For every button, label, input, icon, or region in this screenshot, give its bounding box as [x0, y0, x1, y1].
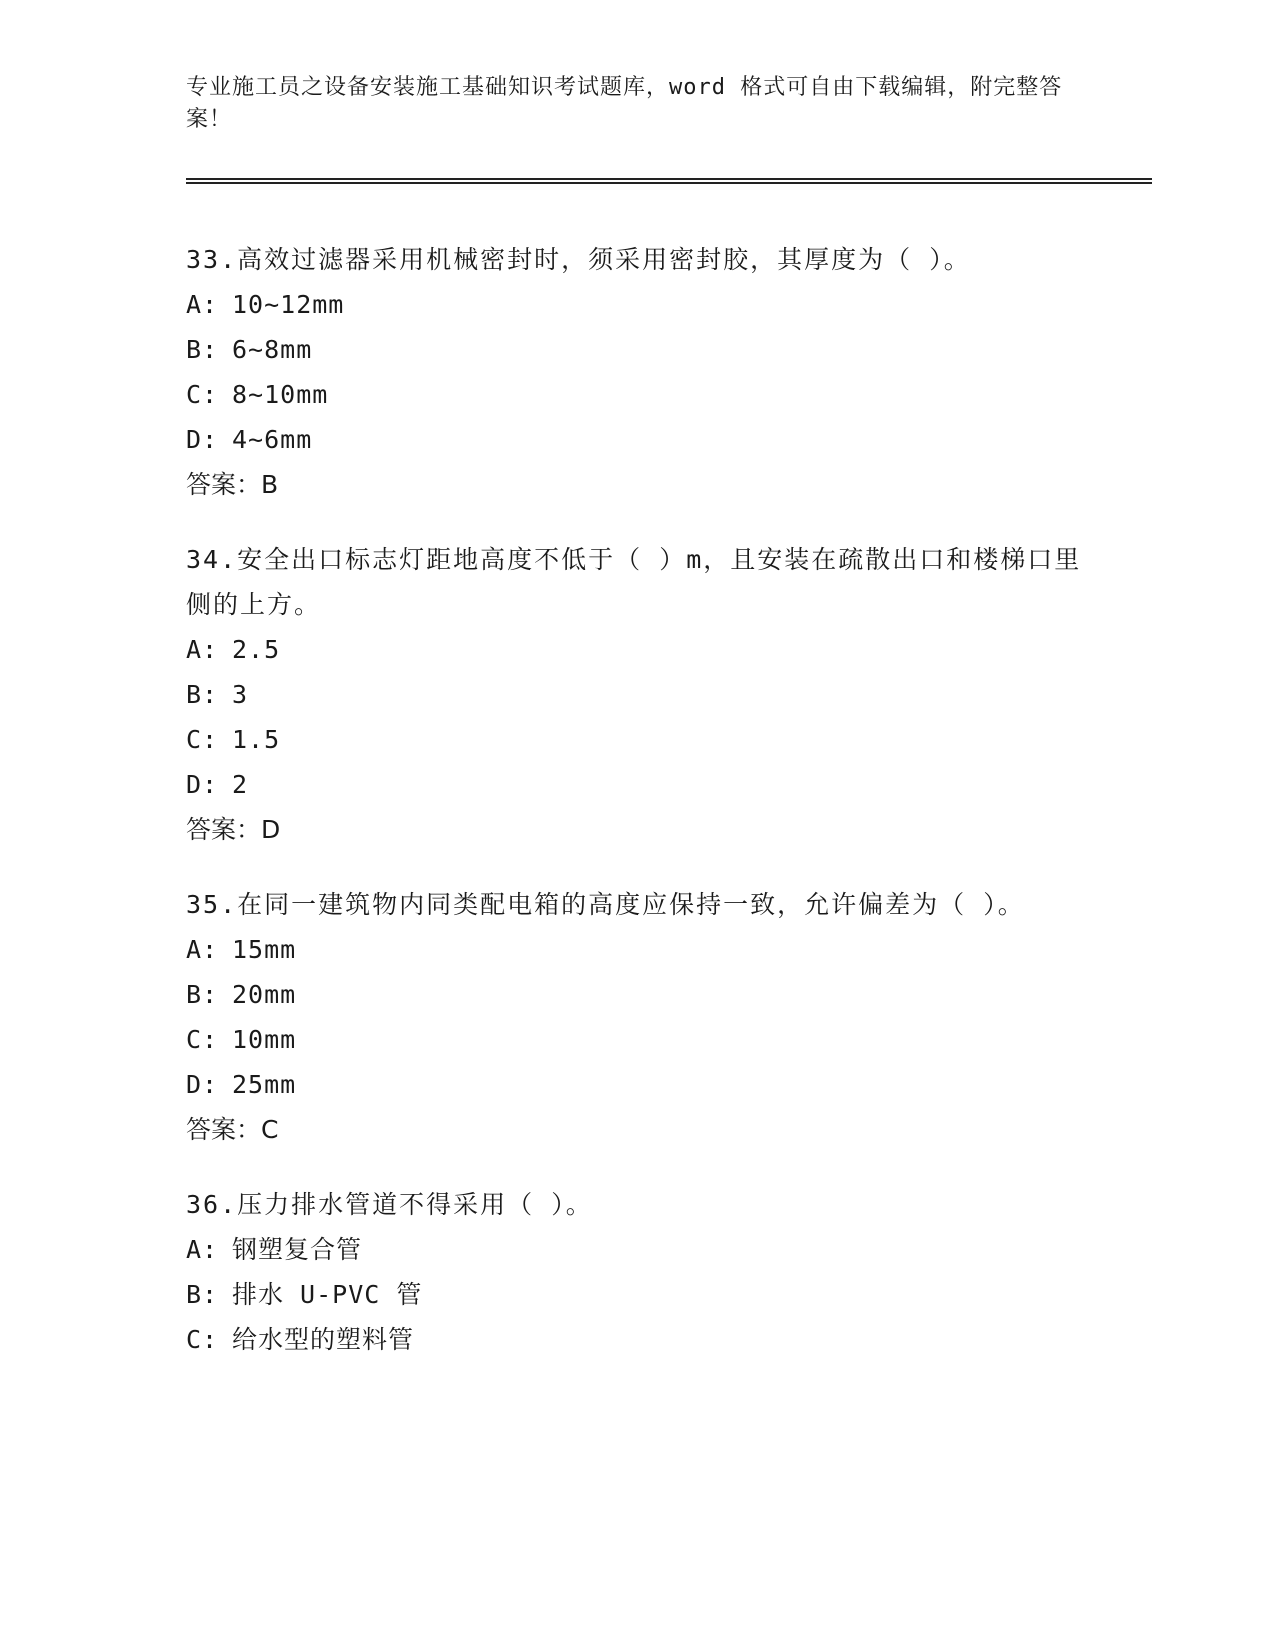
answer-line: 答案：C [186, 1115, 279, 1144]
option-key: D: [186, 770, 219, 799]
option-a [186, 627, 1086, 672]
answer-line: 答案：B [186, 470, 279, 499]
option-key: A: [186, 635, 219, 664]
question-list [186, 237, 1086, 1392]
option-key: C: [186, 1025, 219, 1054]
option-key: C: [186, 380, 219, 409]
question-stem: 36.压力排水管道不得采用（ ）。 [186, 1190, 593, 1219]
option-b [186, 672, 1086, 717]
option-key: C: [186, 1325, 219, 1354]
option-a [186, 1227, 1086, 1272]
question-33 [186, 237, 1086, 507]
option-text: 20mm [232, 980, 297, 1009]
option-b [186, 327, 1086, 372]
option-text: 10~12mm [232, 290, 345, 319]
option-key: A: [186, 935, 219, 964]
option-text: 钢塑复合管 [232, 1235, 363, 1264]
option-text: 排水 U-PVC 管 [232, 1280, 423, 1309]
option-text: 给水型的塑料管 [232, 1325, 415, 1354]
option-text: 15mm [232, 935, 297, 964]
option-text: 4~6mm [232, 425, 313, 454]
question-stem: 35.在同一建筑物内同类配电箱的高度应保持一致，允许偏差为（ ）。 [186, 890, 1025, 919]
document-title: 专业施工员之设备安装施工基础知识考试题库，word 格式可自由下载编辑，附完整答案！ [186, 75, 1063, 132]
option-key: C: [186, 725, 219, 754]
option-b [186, 1272, 1086, 1317]
option-a [186, 282, 1086, 327]
option-a [186, 927, 1086, 972]
option-text: 10mm [232, 1025, 297, 1054]
question-stem: 34.安全出口标志灯距地高度不低于（ ）m，且安装在疏散出口和楼梯口里侧的上方。 [186, 545, 1082, 619]
question-36 [186, 1182, 1086, 1362]
option-key: B: [186, 335, 219, 364]
question-34 [186, 537, 1086, 852]
option-key: B: [186, 1280, 219, 1309]
option-b [186, 972, 1086, 1017]
option-key: D: [186, 1070, 219, 1099]
option-c [186, 717, 1086, 762]
option-c [186, 1017, 1086, 1062]
option-text: 2.5 [232, 635, 281, 664]
document-header [186, 72, 1066, 136]
option-key: A: [186, 1235, 219, 1264]
option-d [186, 1062, 1086, 1107]
option-text: 3 [232, 680, 249, 709]
option-key: B: [186, 680, 219, 709]
option-key: B: [186, 980, 219, 1009]
option-c [186, 372, 1086, 417]
question-35 [186, 882, 1086, 1152]
option-text: 6~8mm [232, 335, 313, 364]
question-stem: 33.高效过滤器采用机械密封时，须采用密封胶，其厚度为（ ）。 [186, 245, 971, 274]
option-text: 1.5 [232, 725, 281, 754]
option-d [186, 762, 1086, 807]
option-c [186, 1317, 1086, 1362]
option-d [186, 417, 1086, 462]
header-double-rule [186, 178, 1152, 184]
option-text: 25mm [232, 1070, 297, 1099]
option-key: D: [186, 425, 219, 454]
option-text: 2 [232, 770, 249, 799]
option-key: A: [186, 290, 219, 319]
answer-line: 答案：D [186, 815, 281, 844]
option-text: 8~10mm [232, 380, 329, 409]
